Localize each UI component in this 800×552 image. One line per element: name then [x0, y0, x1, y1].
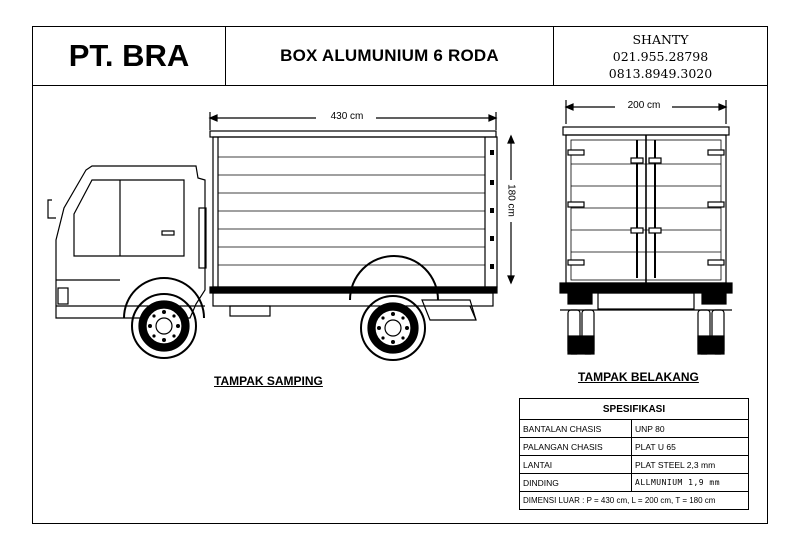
rear-tires	[568, 310, 724, 354]
width-dim-label: 200 cm	[627, 100, 661, 111]
spec-title: SPESIFIKASI	[520, 399, 749, 420]
spec-footer-row	[520, 492, 749, 510]
tail-light-right	[702, 294, 726, 304]
height-dim-label: 180 cm	[505, 184, 517, 217]
phone-2: 0813.8949.3020	[608, 65, 713, 81]
tail-light-left	[568, 294, 592, 304]
door-handle	[162, 231, 174, 235]
phone-1: 021.955.28798	[612, 48, 709, 64]
cargo-box	[213, 137, 497, 287]
rear-bumper	[560, 283, 732, 293]
contact-name: SHANTY	[632, 31, 689, 47]
spec-value: PLAT U 65	[632, 438, 749, 456]
box-roof-rail	[210, 131, 496, 137]
rear-view-truck	[560, 100, 732, 354]
drawing-title: BOX ALUMUNIUM 6 RODA	[226, 27, 554, 85]
side-view-truck	[48, 112, 514, 360]
spec-row	[520, 474, 749, 492]
spec-value: PLAT STEEL 2,3 mm	[632, 456, 749, 474]
headlight	[58, 288, 68, 304]
spec-row	[520, 456, 749, 474]
spec-name: DINDING	[520, 474, 632, 492]
spec-value-handwritten: ALLMUNIUM 1,9 mm	[632, 474, 749, 492]
dim-arrow	[489, 115, 496, 121]
chassis-floor	[210, 287, 497, 293]
spec-row	[520, 420, 749, 438]
spec-name: BANTALAN CHASIS	[520, 420, 632, 438]
spec-name: PALANGAN CHASIS	[520, 438, 632, 456]
rear-axle-housing	[598, 293, 694, 309]
spec-footer: DIMENSI LUAR : P = 430 cm, L = 200 cm, T = 180 cm	[520, 492, 749, 510]
rear-view-label: TAMPAK BELAKANG	[578, 370, 699, 384]
spec-table	[519, 398, 749, 510]
spec-value: UNP 80	[632, 420, 749, 438]
cab-window	[74, 180, 184, 256]
length-dim-label: 430 cm	[330, 111, 364, 122]
rear-roof-rail	[563, 127, 729, 135]
company-name: PT. BRA	[33, 27, 226, 85]
dim-arrow	[210, 115, 217, 121]
mudflap	[422, 300, 476, 320]
spec-name: LANTAI	[520, 456, 632, 474]
side-view-label: TAMPAK SAMPING	[214, 374, 323, 388]
spec-row	[520, 438, 749, 456]
